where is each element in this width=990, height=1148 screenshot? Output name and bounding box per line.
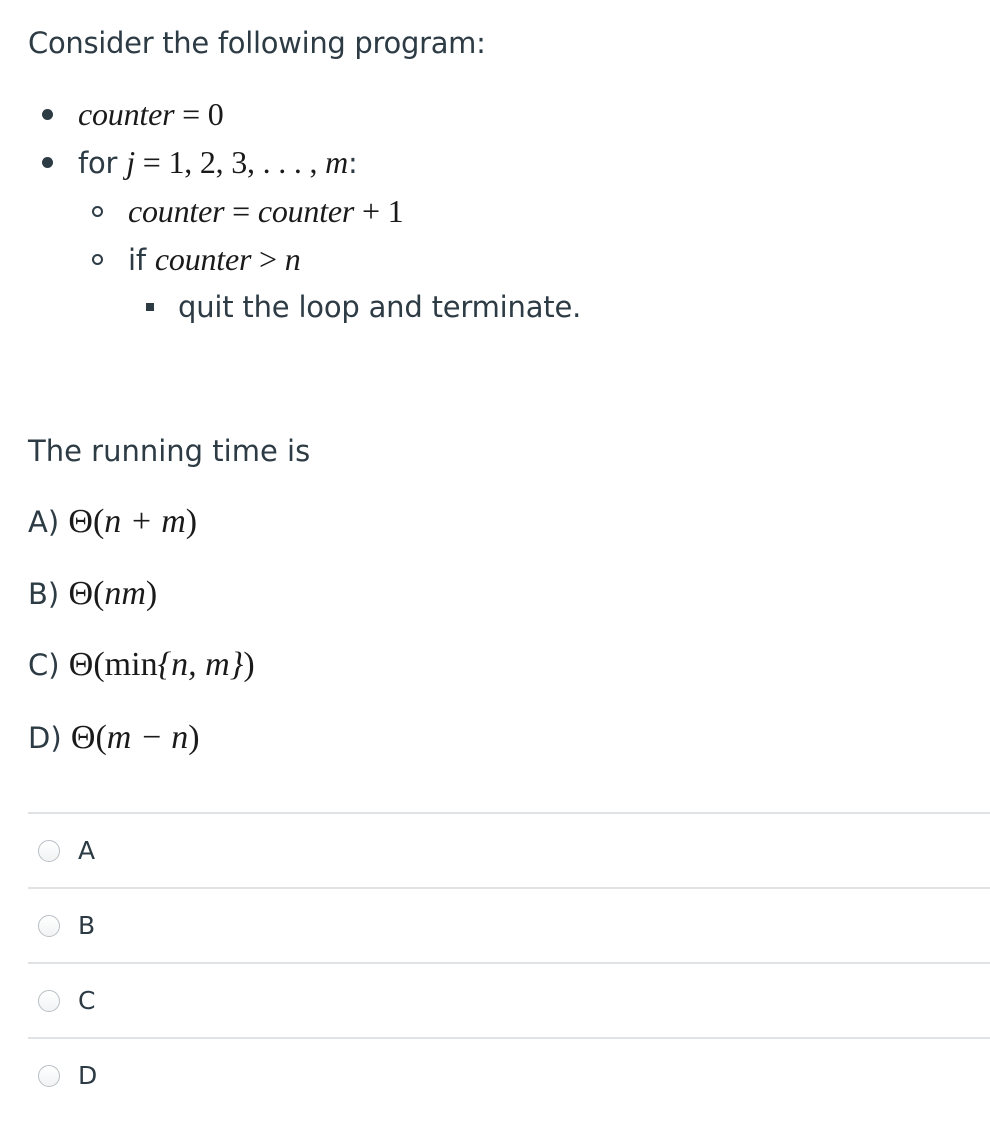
answer-label: B bbox=[78, 911, 96, 940]
answer-option-b[interactable] bbox=[28, 887, 990, 962]
range-seq: = 1, 2, 3, . . . , bbox=[135, 144, 326, 180]
var-n: n bbox=[284, 241, 301, 277]
var-counter: counter bbox=[128, 193, 225, 229]
var-m: m bbox=[325, 144, 348, 180]
var-counter: counter bbox=[78, 96, 175, 132]
assign-zero: = 0 bbox=[174, 96, 224, 132]
choice-d: D) Θ(m − n) bbox=[28, 719, 200, 756]
radio-button-icon[interactable] bbox=[38, 840, 60, 862]
bullet-square-icon bbox=[146, 303, 154, 311]
choice-c: C) Θ(min{n, m}) bbox=[28, 646, 255, 683]
answer-option-d[interactable] bbox=[28, 1037, 990, 1112]
choice-a: A) Θ(n + m) bbox=[28, 503, 198, 540]
bullet-disc-icon bbox=[42, 109, 53, 120]
bullet-disc-icon bbox=[42, 157, 53, 168]
for-keyword: for bbox=[78, 146, 127, 180]
radio-button-icon[interactable] bbox=[38, 1065, 60, 1087]
answer-label: C bbox=[78, 986, 96, 1015]
if-keyword: if bbox=[128, 243, 155, 277]
answer-label: D bbox=[78, 1061, 98, 1090]
plus-one: + 1 bbox=[354, 193, 404, 229]
program-line-4 bbox=[92, 241, 301, 278]
program-line-1 bbox=[42, 96, 224, 133]
answer-option-a[interactable] bbox=[28, 812, 990, 887]
radio-button-icon[interactable] bbox=[38, 915, 60, 937]
answer-option-c[interactable] bbox=[28, 962, 990, 1037]
question-intro: Consider the following program: bbox=[28, 26, 486, 60]
choice-b: B) Θ(nm) bbox=[28, 575, 158, 612]
bullet-circle-icon bbox=[92, 206, 103, 217]
var-j: j bbox=[126, 144, 135, 180]
answer-label: A bbox=[78, 836, 96, 865]
program-line-3 bbox=[92, 193, 403, 230]
colon: : bbox=[347, 146, 358, 180]
program-line-5: quit the loop and terminate. bbox=[146, 290, 581, 324]
program-line-2 bbox=[42, 144, 358, 181]
var-counter: counter bbox=[257, 193, 355, 229]
bullet-circle-icon bbox=[92, 254, 103, 265]
radio-button-icon[interactable] bbox=[38, 990, 60, 1012]
var-counter: counter bbox=[154, 241, 252, 277]
answer-list bbox=[28, 812, 990, 1112]
equals: = bbox=[224, 193, 258, 229]
greater-than: > bbox=[251, 241, 285, 277]
question-stem: The running time is bbox=[28, 434, 311, 468]
